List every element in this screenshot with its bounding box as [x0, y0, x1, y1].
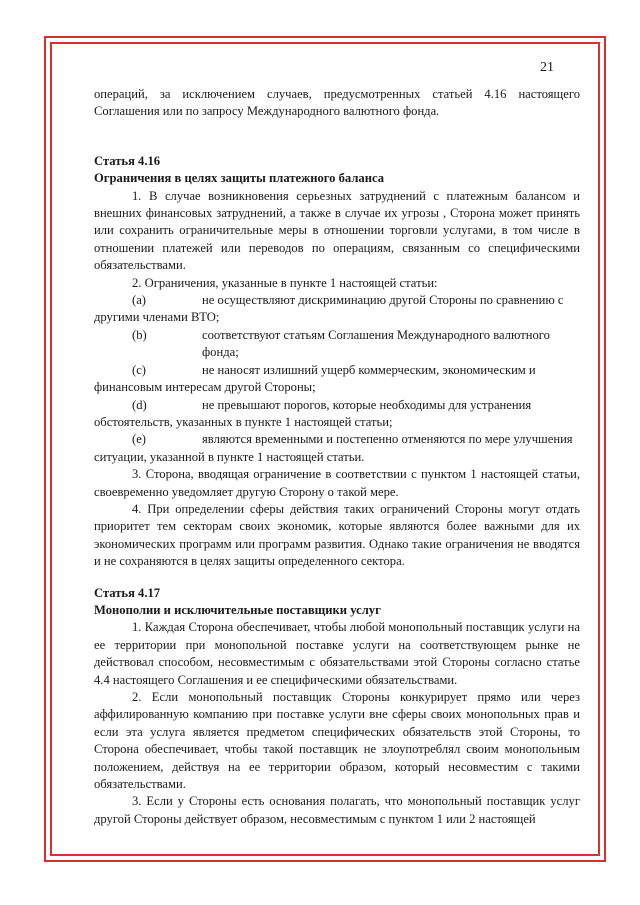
page-number: 21: [540, 60, 554, 75]
article-4-16-item-c: [94, 362, 580, 397]
item-text: соответствуют статьям Соглашения Международного валютного фонда;: [202, 327, 550, 360]
article-4-16-paragraph-2: 2. Ограничения, указанные в пункте 1 настоящей статьи:: [132, 275, 438, 290]
article-4-16-item-b: [94, 327, 580, 362]
article-4-17-paragraph-1: 1. Каждая Сторона обеспечивает, чтобы любой монопольный поставщик услуги на ее территории при монопольной поставке услуги на соответствующем рынке не действовал способом, несовместимым с обязательствами этой Стороны согласно статье 4.4 настоящего Соглашения и ее специфическими обязательствами.: [94, 620, 580, 687]
article-4-16-item-e: [94, 431, 580, 466]
article-4-16: [94, 153, 580, 571]
item-text: не наносят излишний ущерб коммерческим, экономическим и: [202, 362, 536, 377]
article-4-16-paragraph-3: 3. Сторона, вводящая ограничение в соответствии с пунктом 1 настоящей статьи, своевременно уведомляет другую Сторону о такой мере.: [94, 467, 580, 499]
article-4-16-number: Статья 4.16: [94, 153, 161, 168]
article-4-17-title: Монополии и исключительные поставщики услуг: [94, 602, 381, 617]
item-text: являются временными и постепенно отменяются по мере улучшения: [202, 432, 573, 447]
item-label: (d): [132, 397, 147, 412]
item-label: (c): [132, 362, 146, 377]
item-continuation: ситуации, указанной в пункте 1 настоящей статьи.: [94, 449, 365, 464]
article-4-16-paragraph-4: 4. При определении сферы действия таких ограничений Стороны могут отдать приоритет тем секторам своих экономик, которые являются более важными для их экономических программ или программ развития. Однако такие ограничения не вводятся и не сохраняются в целях защиты определенного сектора.: [94, 501, 580, 569]
article-4-16-title: Ограничения в целях защиты платежного баланса: [94, 171, 384, 186]
item-text: не превышают порогов, которые необходимы для устранения: [202, 397, 532, 412]
article-4-16-item-d: [94, 397, 580, 432]
article-4-16-item-a: [94, 292, 580, 327]
article-4-17-paragraph-2: 2. Если монопольный поставщик Стороны конкурирует прямо или через аффилированную компанию при поставке услуги вне сферы своих монопольных прав и если эта услуга является предметом специфических обязательств этой Стороны, то Сторона обеспечивает, чтобы такой поставщик не злоупотреблял своим монопольным положением, действуя на ее территории образом, который несовместим с такими обязательствами.: [94, 690, 580, 792]
item-label: (e): [132, 432, 146, 447]
intro-paragraph: операций, за исключением случаев, предусмотренных статьей 4.16 настоящего Соглашения или по запросу Международного валютного фонда.: [94, 87, 580, 119]
item-label: (b): [132, 327, 147, 342]
article-4-17: [94, 585, 580, 829]
article-4-17-number: Статья 4.17: [94, 585, 161, 600]
item-text: не осуществляют дискриминацию другой Стороны по сравнению с: [202, 293, 564, 308]
item-continuation: финансовым интересам другой Стороны;: [94, 380, 316, 395]
document-body: [94, 86, 580, 828]
item-continuation: другими членами ВТО;: [94, 310, 220, 325]
item-continuation: обстоятельств, указанных в пункте 1 настоящей статьи;: [94, 414, 393, 429]
item-label: (a): [132, 293, 146, 308]
article-4-16-paragraph-1: 1. В случае возникновения серьезных затруднений с платежным балансом и внешних финансовых затруднений, а также в случае их угрозы , Сторона может принять или сохранить ограничительные меры в отношении торговли услугами, в том числе в отношении платежей или переводов по операциям, связанным со специфическими обязательствами.: [94, 188, 580, 273]
article-4-17-paragraph-3: 3. Если у Стороны есть основания полагать, что монопольный поставщик услуг другой Стороны действует образом, несовместимым с пунктом 1 или 2 настоящей: [94, 794, 580, 826]
